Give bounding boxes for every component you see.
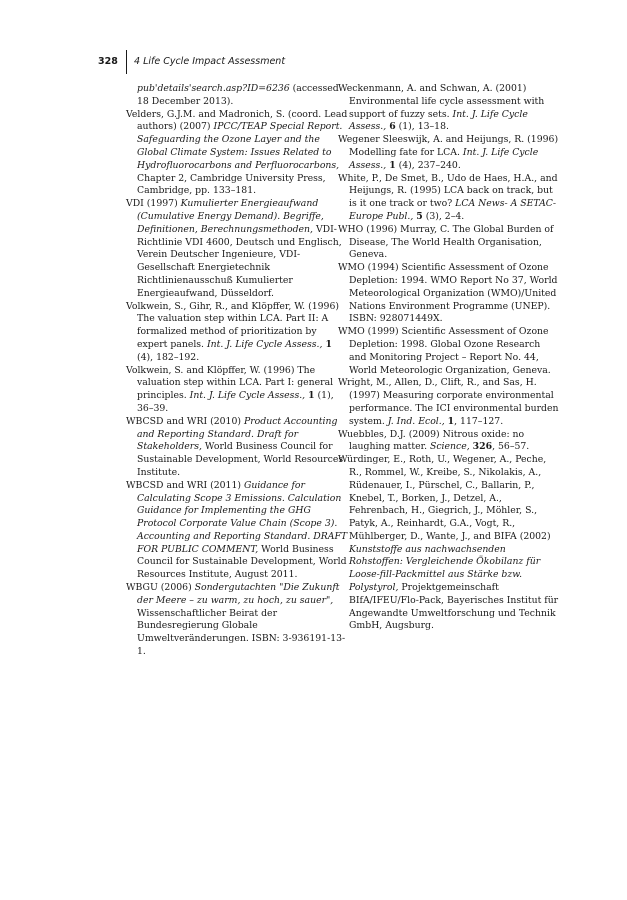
reference-entry: pub'details'search.asp?ID=6236 (accessed 18 December 2013). [137, 83, 339, 107]
page-header [98, 52, 538, 72]
reference-entry: WBCSD and WRI (2010) Product Accounting and Reporting Standard. Draft for Stakeholders, World Business Council for Sustainable Development, World Resources Institute. [126, 415, 344, 478]
reference-entry: Würdinger, E., Roth, U., Wegener, A., Peche, R., Rommel, W., Kreibe, S., Nikolakis, A., Rüdenauer, I., Pürschel, C., Ballarin, P., Knebel, T., Borken, J., Detzel, A., Fehrenbach, H., Giegrich, J., Möhler, S., Patyk, A., Reinhardt, G.A., Vogt, R., Mühlberger, D., Wante, J., and BIFA (2002) Kunststoffe aus nachwachsenden Rohstoffen: Vergleichende Ökobilanz für Loose-fill-Packmittel aus Stärke bzw. Polystyrol, Projektgemeinschaft BIfA/IFEU/Flo-Pack, Bayerisches Institut für Angewandte Umweltforschung und Technik GmbH, Augsburg. [338, 454, 559, 632]
reference-entry: Weckenmann, A. and Schwan, A. (2001) Environmental life cycle assessment with support of fuzzy sets. Int. J. Life Cycle Assess., 6 (1), 13–18. [338, 83, 545, 133]
reference-entry: WBCSD and WRI (2011) Guidance for Calculating Scope 3 Emissions. Calculation Guidance for Implementing the GHG Protocol Corporate Value Chain (Scope 3). Accounting and Reporting Standard. DRAFT FOR PUBLIC COMMENT, World Business Council for Sustainable Development, World Resources Institute, August 2011. [126, 479, 348, 581]
reference-entry: Velders, G.J.M. and Madronich, S. (coord. Lead authors) (2007) IPCC/TEAP Special Report. Safeguarding the Ozone Layer and the Global Climate System: Issues Related to Hydrofluorocarbons and Perfluorocarbons, Chapter 2, Cambridge University Press, Cambridge, pp. 133–181. [126, 108, 348, 197]
page-number: 328 [98, 56, 118, 67]
running-title: 4 Life Cycle Impact Assessment [134, 56, 286, 67]
reference-entry: Wright, M., Allen, D., Clift, R., and Sas, H. (1997) Measuring corporate environmental performance. The ICI environmental burden system. J. Ind. Ecol., 1, 117–127. [338, 377, 559, 427]
reference-entry: Volkwein, S. and Klöpffer, W. (1996) The valuation step within LCA. Part I: general principles. Int. J. Life Cycle Assess., 1 (1), 36–39. [126, 364, 334, 414]
header-divider [126, 50, 127, 74]
references-left-column [126, 83, 348, 659]
reference-entry: White, P., De Smet, B., Udo de Haes, H.A., and Heijungs, R. (1995) LCA back on track, but is it one track or two? LCA News- A SETAC-Europe Publ., 5 (3), 2–4. [338, 172, 558, 222]
reference-entry: VDI (1997) Kumulierter Energieaufwand (Cumulative Energy Demand). Begriffe, Definitionen, Berechnungsmethoden, VDI-Richtlinie VDI 4600, Deutsch und Englisch, Verein Deutscher Ingenieure, VDI-Gesellschaft Energietechnik Richtlinienausschuß Kumulierter Energieaufwand, Düsseldorf. [126, 198, 342, 299]
reference-entry: Wegener Sleeswijk, A. and Heijungs, R. (1996) Modelling fate for LCA. Int. J. Life Cycle Assess., 1 (4), 237–240. [338, 134, 559, 171]
reference-entry: WMO (1994) Scientific Assessment of Ozone Depletion: 1994. WMO Report No 37, World Meteorological Organization (WMO)/United Nations Environment Programme (UNEP). ISBN: 928071449X. [338, 262, 558, 325]
reference-entry: Wuebbles, D.J. (2009) Nitrous oxide: no laughing matter. Science, 326, 56–57. [338, 428, 530, 453]
reference-entry: Volkwein, S., Gihr, R., and Klöpffer, W. (1996) The valuation step within LCA. Part II: A formalized method of prioritization by expert panels. Int. J. Life Cycle Assess., 1 (4), 182–192. [126, 300, 339, 363]
reference-entry: WMO (1999) Scientific Assessment of Ozone Depletion: 1998. Global Ozone Research and Monitoring Project – Report No. 44, World Meteorologic Organization, Geneva. [338, 326, 551, 376]
reference-entry: WBGU (2006) Sondergutachten "Die Zukunft der Meere – zu warm, zu hoch, zu sauer", Wissenschaftlicher Beirat der Bundesregierung Globale Umweltveränderungen. ISBN: 3-936191-13-1. [126, 582, 346, 658]
references-right-column [338, 83, 560, 633]
reference-entry: WHO (1996) Murray, C. The Global Burden of Disease, The World Health Organisation, Geneva. [338, 223, 554, 261]
